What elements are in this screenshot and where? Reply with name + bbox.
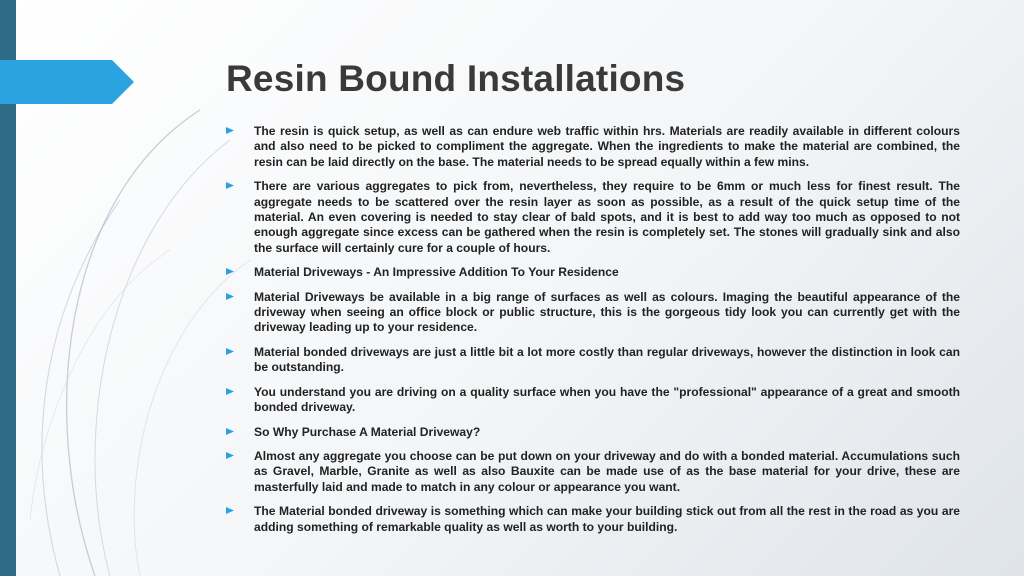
- bullet-text: You understand you are driving on a quality surface when you have the "professional" appearance of a great and smooth bonded driveway.: [254, 384, 960, 415]
- bullet-text: So Why Purchase A Material Driveway?: [254, 424, 481, 439]
- arrow-right-icon: [226, 267, 234, 276]
- bullet-text: Material Driveways be available in a big range of surfaces as well as colours. Imaging the beautiful appearance of the driveway when seeing an office block or public structure, this is the gorgeous tidy look you can currently get with the driveway leading up to your residence.: [254, 289, 960, 335]
- list-item: [226, 179, 960, 256]
- bullet-text: The resin is quick setup, as well as can endure web traffic within hrs. Materials are readily available in different colours and also need to be picked to compliment the aggregate. When the ingredients to make the material are combined, the resin can be laid directly on the base. The material needs to be spread equally within a few mins.: [254, 124, 960, 169]
- bullet-text: Material Driveways - An Impressive Addition To Your Residence: [254, 265, 619, 280]
- arrow-right-icon: [226, 387, 234, 396]
- list-item: [226, 425, 960, 440]
- bullet-text: The Material bonded driveway is something which can make your building stick out from all the rest in the road as you are adding something of remarkable quality as well as worth to your building.: [254, 504, 960, 534]
- arrow-right-icon: [226, 451, 234, 460]
- arrow-right-icon: [226, 427, 234, 436]
- list-item: [226, 385, 960, 416]
- arrow-right-icon: [226, 347, 234, 356]
- arrow-right-icon: [226, 126, 234, 135]
- bullet-text: Material bonded driveways are just a little bit a lot more costly than regular driveways, however the distinction in look can be outstanding.: [254, 344, 960, 375]
- slide-title: Resin Bound Installations: [226, 58, 686, 99]
- list-item: [226, 290, 960, 336]
- bullet-text: There are various aggregates to pick from, nevertheless, they require to be 6mm or much less for finest result. The aggregate needs to be scattered over the resin layer as soon as possible, as a result of the quick setup time of the material. An even covering is needed to stay clear of bald spots, and it is best to add way too much as opposed to not enough aggregate since excess can be gathered when the resin is completely set. The stones will gradually sink and also the surface will certainly cure for a couple of hours.: [254, 179, 960, 255]
- list-item: [226, 265, 960, 280]
- title-accent-tab: [0, 60, 134, 104]
- list-item: [226, 449, 960, 495]
- list-item: [226, 345, 960, 376]
- bullet-list: [226, 124, 960, 535]
- bullet-text: Almost any aggregate you choose can be put down on your driveway and do with a bonded material. Accumulations such as Gravel, Marble, Granite as well as also Bauxite can be made use of as the base material for your drive, these are masterfully laid and made to match in any colour or appearance you want.: [254, 448, 960, 494]
- list-item: [226, 124, 960, 170]
- arrow-right-icon: [226, 292, 234, 301]
- arrow-right-icon: [226, 181, 234, 190]
- list-item: [226, 504, 960, 535]
- arrow-right-icon: [226, 506, 234, 515]
